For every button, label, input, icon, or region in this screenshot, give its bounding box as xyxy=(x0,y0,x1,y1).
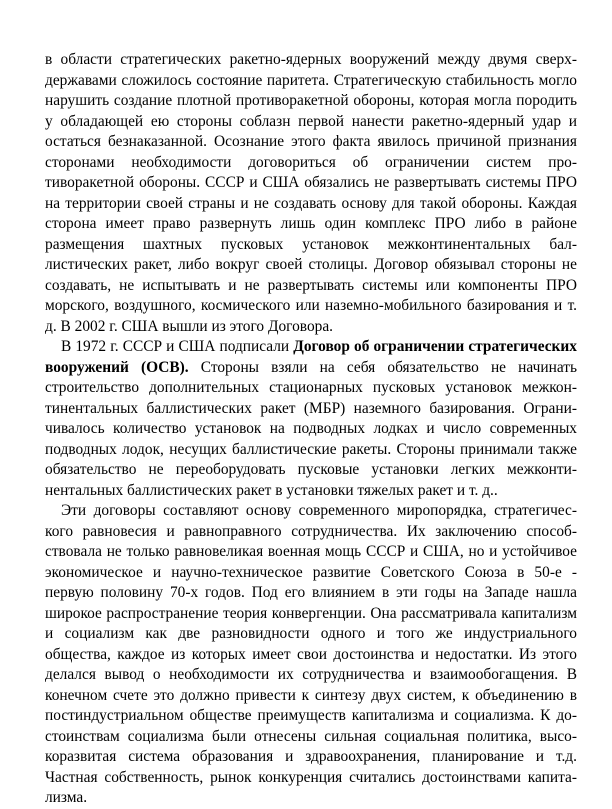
paragraph-salt-treaty xyxy=(45,337,577,501)
paragraph-text-before: В 1972 г. СССР и США подписали xyxy=(61,338,294,355)
document-page xyxy=(45,50,577,809)
paragraph-abm-treaty xyxy=(45,50,577,337)
paragraph-text-after: Стороны взяли на себя обязательство не начинать строительство дополнительных стационарных пусковых установок межконтинентальных баллистических ракет (МБР) наземного базирования. Ограничивалось количество установок на подводных лодках и число современных подводных лодок, несущих баллистические ракеты. Стороны принимали также обязательство не переоборудовать пусковые установки легких межконтинентальных баллистических ракет в установки тяжелых ракет и т. д.. xyxy=(45,358,577,499)
paragraph-convergence-theory xyxy=(45,501,577,809)
paragraph-text: Эти договоры составляют основу современного миропорядка, стратегического равновесия и равноправного сотрудничества. Их заключению способствовала не только равновеликая военная мощь СССР и США, но и устойчивое экономическое и научно-техническое развитие Советского Союза в 50-е - первую половину 70-х годов. Под его влиянием в эти годы на Западе нашла широкое распространение теория конвергенции. Она рассматривала капитализм и социализм как две разновидности одного и того же индустриального общества, каждое из которых имеет свои достоинства и недостатки. Из этого делался вывод о необходимости их сотрудничества и взаимообогащения. В конечном счете это должно привести к синтезу двух систем, к объединению в постиндустриальном обществе преимуществ капитализма и социализма. К достоинствам социализма были отнесены сильная социальная политика, высокоразвитая система образования и здравоохранения, планирование и т.д. Частная собственность, рынок конкуренция считались достоинствами капитализма. xyxy=(45,502,577,806)
treaty-title-bold: Договор об ограничении стратегических вооружений (ОСВ). xyxy=(45,338,577,376)
paragraph-text: в области стратегических ракетно-ядерных вооружений между двумя сверхдержавами сложилось состояние паритета. Стратегическую стабильность могло нарушить создание плотной противоракетной обороны, которая могла породить у обладающей ею стороны соблазн первой нанести ракетно-ядерный удар и остаться безнаказанной. Осознание этого факта явилось причиной признания сторонами необходимости договориться об ограничении систем противоракетной обороны. СССР и США обязались не развертывать системы ПРО на территории своей страны и не создавать основу для такой обороны. Каждая сторона имеет право развернуть лишь один комплекс ПРО либо в районе размещения шахтных пусковых установок межконтинентальных баллистических ракет, либо вокруг своей столицы. Договор обязывал стороны не создавать, не испытывать и не развертывать системы или компоненты ПРО морского, воздушного, космического или наземно-мобильного базирования и т. д. В 2002 г. США вышли из этого Договора. xyxy=(45,51,577,335)
